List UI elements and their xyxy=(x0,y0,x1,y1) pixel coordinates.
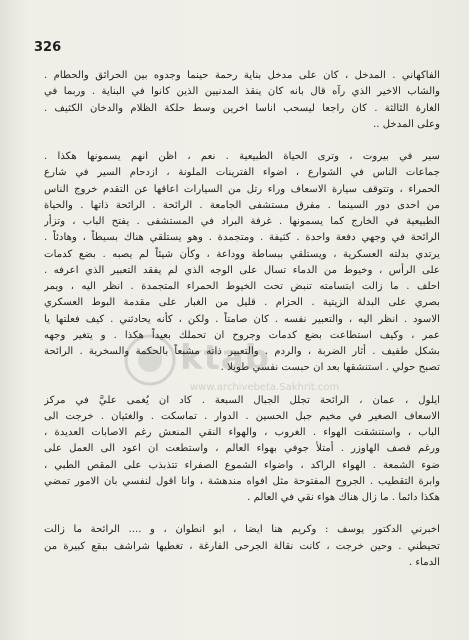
paragraph-gap xyxy=(44,133,440,149)
text-line: يرتدي بدلته العسكرية ، ويستلقي ببساطة ووداعة ، وكأن شيئاً لم يصبه . بضع كدمات xyxy=(44,248,440,260)
text-line: تصبح حولي . استنشقها بعد ان حبست نفسي طويلا . xyxy=(220,362,440,374)
text-line: وعلى المدخل .. xyxy=(373,118,440,130)
text-line: جماعات الناس في الشوارع ، اضواء الفترينات الملونة ، ازدحام السير في شارع xyxy=(44,167,440,179)
paragraph xyxy=(44,393,440,507)
text-line: الرائحة في وجهي دفعة واحدة . كثيفة . ومتجمدة . وهو يستلقي هناك بسيطاً ، وهادئاً . xyxy=(44,232,440,244)
text-line: الغارة الثالثة . كان راجعا ليسحب اناسا اخرين وسط حلكة الظلام والدخان الكثيف . xyxy=(44,102,440,114)
watermark-url: www.archivebeta.Sakhrit.com xyxy=(190,382,340,393)
paragraph-gap xyxy=(44,506,440,522)
body-text xyxy=(44,68,440,628)
paragraph xyxy=(44,68,440,133)
page-number: 326 xyxy=(34,40,62,55)
text-line: هكذا دائما . ما زال هناك هواء نقي في العالم . xyxy=(247,492,440,503)
text-line: ضوء الشمعة . الهواء الراكد ، واضواء الشموع الصفراء تتذبذب على المقص الطبي ، xyxy=(44,459,440,471)
text-line: الاسعاف الصغير في مخيم جبل الحسين . الدوار . تماسكت . والغثيان . خرجت الى xyxy=(44,410,440,422)
watermark-text: ktab xyxy=(180,338,271,378)
text-line: تحيطني . وحين خرجت ، كانت نقالة الجرحى الفارغة ، تغطيها شراشف ببقع كبيرة من xyxy=(44,540,440,552)
text-line: على الرأس ، وخيوط من الدماء تسال على الوجه الذي لم يفقد التعبير الذي اعرفه . xyxy=(44,264,440,276)
text-line: الفاكهاني . المدخل ، كان على مدخل بناية رحمة حينما وجدوه بين الحرائق والحطام . xyxy=(44,70,440,81)
text-line: وابرة التقطيب . الجروح المفتوحة مثل افواه مندهشة ، وانا اقول لنفسي بان الامور تمضي xyxy=(44,475,440,487)
paragraph xyxy=(44,149,440,377)
text-line: ورغم قصف الهاوزر . أمتلأ جوفي بهواء العالم ، واستطعت ان اعود الى العمل على xyxy=(44,443,440,455)
paragraph xyxy=(44,522,440,571)
text-line: بشكل طفيف . أثار الضربة ، والردم . والتعبير ذاته مشبعاً بالحكمة والسخرية . الرائحة xyxy=(44,346,440,357)
paragraph-gap xyxy=(44,377,440,393)
text-line: من احدى دور السينما . مفرق مستشفى الجامعة . الرائحة . الرائحة ذاتها . والحياة xyxy=(44,199,440,211)
text-line: الاسود . انظر اليه ، والتعبير نفسه . كان صامتاً . ولكن ، كأنه يحادثني . كيف فعلتها يا xyxy=(44,313,440,325)
text-line: الباب ، واستنشقت الهواء . الغروب ، والهواء النقي المنعش رغم الاصابات العديدة ، xyxy=(44,427,440,438)
text-line: اخبرني الدكتور يوسف : وكريم هنا ايضا ، ابو انطوان ، و .... الرائحة ما زالت xyxy=(44,524,440,536)
text-line: بصري على البدلة الزيتية . الحزام . قليل من الغبار على مقدمة البوط العسكري xyxy=(44,297,440,309)
text-line: الدماء . xyxy=(408,556,440,568)
text-line: الحمراء ، وتتوقف سيارة الاسعاف وراء رتل من السيارات اعاقها عن التقدم خروج الناس xyxy=(44,183,440,195)
text-line: الطبيعية في الخارج كما يسمونها . غرفة البراد في المستشفى . يفتح الباب ، وتزأر xyxy=(44,216,440,227)
text-line: احلف . ما زالت ابتسامته تنبض تحت الخيوط الحمراء المتجمدة . انظر اليه ، ويمر xyxy=(44,281,440,292)
text-line: والشاب الاخير الذي رآه قال بانه كان ينقذ المدنيين الذين كانوا في البناية . وربما في xyxy=(44,86,440,98)
text-line: عمر ، وكيف استطاعت بضع كدمات وجروح ان تحملك بعيداً هكذا . و يتغير وجهه xyxy=(44,329,440,341)
text-line: ايلول ، عمان ، الرائحة تجلل الجبال السبعة . كاد ان يُغمى عليَّ في مركز xyxy=(44,394,440,406)
text-line: سير في بيروت ، وترى الحياة الطبيعية . نعم ، اظن انهم يسمونها هكذا . xyxy=(44,151,440,162)
